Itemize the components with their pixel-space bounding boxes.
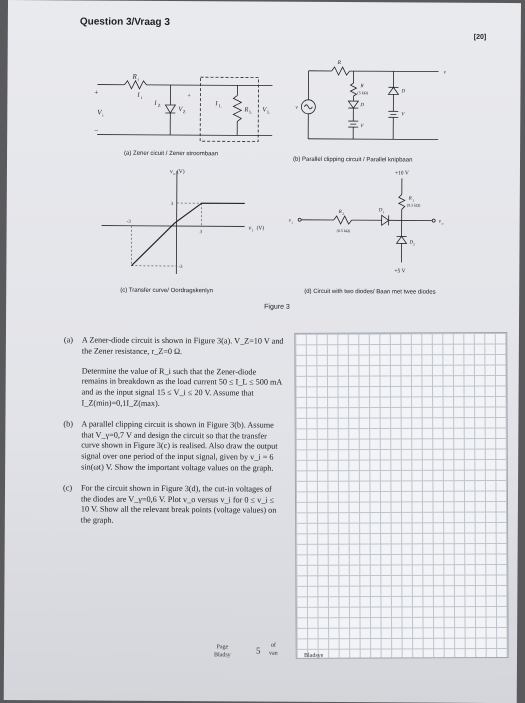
label-rl: R — [243, 106, 248, 113]
footer-of-word: of — [269, 642, 278, 650]
tick-y-3: 3 — [171, 202, 174, 207]
question-title: Question 3/Vraag 3 — [80, 16, 170, 28]
caption-c: (c) Transfer curve/ Oordragskenlyn — [120, 288, 213, 295]
r1-sub: 1 — [412, 198, 414, 202]
y-axis-label: v — [170, 169, 173, 175]
label-v-left-b: V — [360, 124, 364, 129]
question-c-label: (c) — [63, 483, 72, 494]
label-plus-input: + — [94, 89, 98, 97]
label-d-right-b: D — [400, 89, 405, 94]
label-r-b: R — [337, 60, 342, 66]
label-rl-sub: L — [249, 109, 252, 114]
question-a-text-1: A Zener-diode circuit is shown in Figure 3(a). V_Z=10 V and the Zener resistance, r_Z=0 Ω. — [82, 335, 284, 358]
footer-page-word: Page — [214, 643, 231, 651]
label-il-sub: L — [219, 103, 222, 108]
label-ri-sub: i — [138, 77, 140, 82]
parallel-clipping-diagram — [293, 57, 454, 148]
footer-bladsye: Bladsye — [304, 652, 323, 660]
caption-d: (d) Circuit with two diodes/ Baan met twee diodes — [304, 289, 435, 296]
exam-page — [4, 0, 521, 703]
label-d-left-b: D — [359, 103, 364, 108]
tick-x-3: 3 — [200, 230, 203, 235]
d2-label: D — [409, 240, 414, 245]
label-iz-sub: Z — [158, 103, 161, 108]
label-ri: R — [132, 73, 138, 81]
d1-sub: 1 — [382, 210, 384, 214]
graph-paper-sheet — [294, 332, 508, 659]
tick-x-minus-3: -3 — [127, 220, 132, 225]
label-vi: V — [97, 109, 102, 117]
question-c-text: For the circuit shown in Figure 3(d), the cut-in voltages of the diodes are V_γ=0,6 V. Plot v_o versus v_i for 0 ≤ v_i ≤ 10 V. Show all the relevant break points (voltage values) on the graph. — [81, 483, 283, 527]
footer-of-van — [269, 642, 278, 658]
label-plus-zener: + — [187, 93, 191, 99]
x-axis-label: v — [249, 225, 252, 231]
footer-van-word: van — [269, 650, 278, 658]
figure-label: Figure 3 — [264, 304, 290, 311]
zener-circuit-diagram — [92, 73, 282, 144]
x-axis-sub: i — [252, 227, 254, 232]
r1-value: (9.5 kΩ) — [407, 202, 421, 207]
footer-page-number: 5 — [256, 647, 261, 655]
x-axis-unit: (V) — [257, 225, 265, 232]
d1-label: D — [378, 208, 383, 213]
vi-sub-d: i — [292, 221, 293, 225]
top-supply-label: +10 V — [395, 170, 409, 176]
label-vo-b: v — [444, 70, 447, 76]
y-axis-sub: o — [173, 171, 175, 176]
question-b-text: A parallel clipping circuit is shown in Figure 3(b). Assume that V_γ=0,7 V and design the circuit so that the transfer curve shown in Figure 3(c) is realised. Also draw the output signal over one period of the input signal, given by v_i = 6 sin(ωt) V. Show the important voltage values on the graph. — [81, 419, 283, 474]
footer-page-words — [214, 643, 231, 659]
label-v-right-b: V — [401, 112, 405, 117]
d2-sub: 2 — [413, 242, 415, 246]
r2-value: (0.5 kΩ) — [337, 228, 351, 233]
label-ii: I — [136, 92, 140, 99]
vo-label-d: v — [439, 219, 442, 225]
label-vz-sub: Z — [183, 109, 186, 114]
question-c — [63, 483, 283, 528]
bottom-supply-label: +5 V — [394, 268, 405, 274]
marks-total: [20] — [474, 34, 486, 41]
two-diode-circuit-diagram — [286, 164, 467, 280]
label-vl: V — [262, 107, 267, 114]
footer-bladsy-word: Bladsy — [214, 651, 231, 659]
caption-b: (b) Parallel clipping circuit / Parallel knipbaan — [293, 157, 412, 164]
label-minus-input: − — [94, 127, 98, 135]
question-a — [64, 335, 284, 410]
label-iz: I — [153, 100, 157, 107]
y-axis-unit: (V) — [177, 168, 185, 175]
r1-label: R — [408, 196, 412, 201]
question-a-label: (a) — [64, 335, 73, 346]
label-vz: V — [178, 106, 183, 113]
label-il: I — [214, 100, 218, 107]
label-rtop-val-b: (5 kΩ) — [357, 90, 368, 95]
vo-sub-d: o — [442, 222, 444, 226]
questions-column — [63, 335, 284, 537]
label-ii-sub: i — [141, 95, 143, 100]
question-b — [63, 419, 283, 474]
question-a-text-2: Determine the value of R_i such that the Zener-diode remains in breakdown as the load current 50 ≤ I_L ≤ 500 mA and as the input signal 15 ≤ V_i ≤ 20 V. Assume that I_Z(min)=0,1I_Z(max). — [82, 366, 284, 410]
label-vi-b: v — [295, 105, 298, 111]
question-b-label: (b) — [63, 419, 73, 430]
tick-y-minus-3: -3 — [178, 265, 183, 270]
vi-label-d: v — [289, 218, 292, 224]
label-vi-sub: i — [102, 113, 104, 118]
r2-sub: 2 — [342, 212, 344, 216]
caption-a: (a) Zener cicuit / Zener stroombaan — [124, 151, 218, 158]
r2-label: R — [338, 210, 342, 215]
transfer-curve-graph — [96, 166, 287, 282]
label-rtop-b: R — [359, 84, 363, 89]
label-vl-sub: L — [267, 110, 270, 115]
